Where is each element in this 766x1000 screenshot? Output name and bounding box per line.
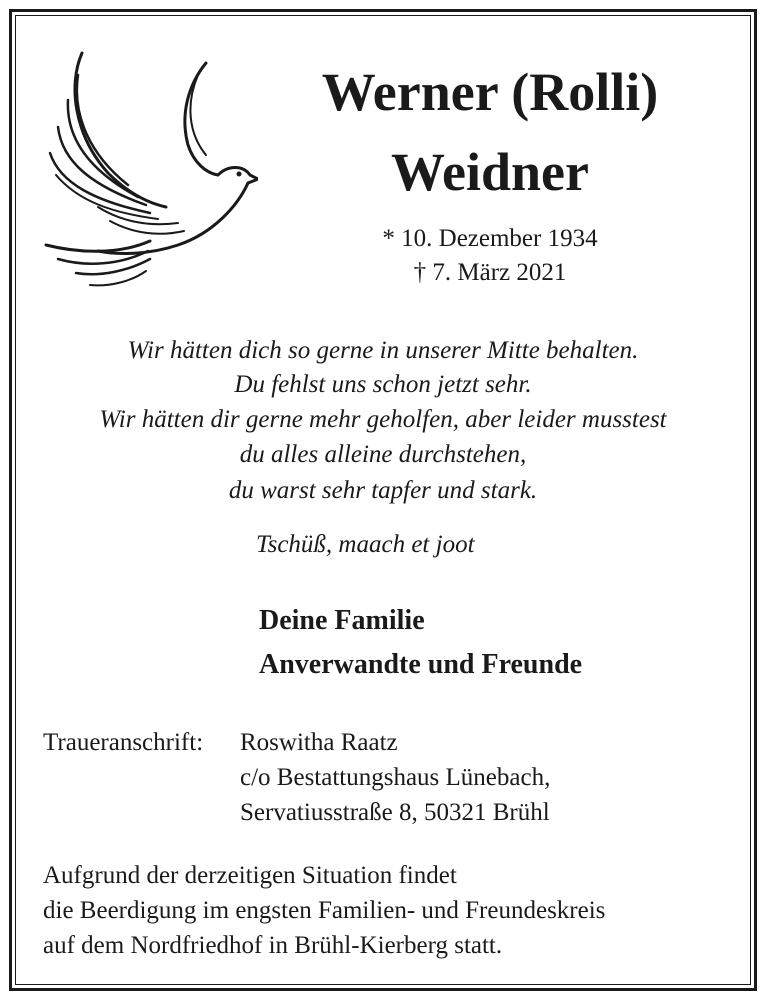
address-line1: Roswitha Raatz xyxy=(240,729,398,756)
farewell-line: Tschüß, maach et joot xyxy=(256,531,475,558)
death-date: † 7. März 2021 xyxy=(413,259,567,286)
notice-line2: die Beerdigung im engsten Familien- und Freundeskreis xyxy=(43,897,606,924)
poem-line: du warst sehr tapfer und stark. xyxy=(228,477,538,504)
deceased-name-line2: Weidner xyxy=(391,142,589,202)
poem-line: Du fehlst uns schon jetzt sehr. xyxy=(234,371,532,398)
deceased-name-line1: Werner (Rolli) xyxy=(321,62,659,122)
birth-date: * 10. Dezember 1934 xyxy=(382,225,598,252)
poem-line: Wir hätten dich so gerne in unserer Mitte behalten. xyxy=(127,337,639,364)
signature-family: Deine Familie xyxy=(259,605,425,636)
address-line3: Servatiusstraße 8, 50321 Brühl xyxy=(240,799,550,826)
dove-icon xyxy=(38,45,258,295)
poem-line: du alles alleine durchstehen, xyxy=(239,441,527,468)
address-line2: c/o Bestattungshaus Lünebach, xyxy=(240,764,551,791)
signature-relatives: Anverwandte und Freunde xyxy=(259,649,583,680)
address-label: Traueranschrift: xyxy=(43,729,204,756)
notice-line3: auf dem Nordfriedhof in Brühl-Kierberg statt. xyxy=(43,932,503,959)
notice-line1: Aufgrund der derzeitigen Situation findet xyxy=(43,862,457,889)
poem-line: Wir hätten dir gerne mehr geholfen, aber leider musstest xyxy=(99,406,667,433)
